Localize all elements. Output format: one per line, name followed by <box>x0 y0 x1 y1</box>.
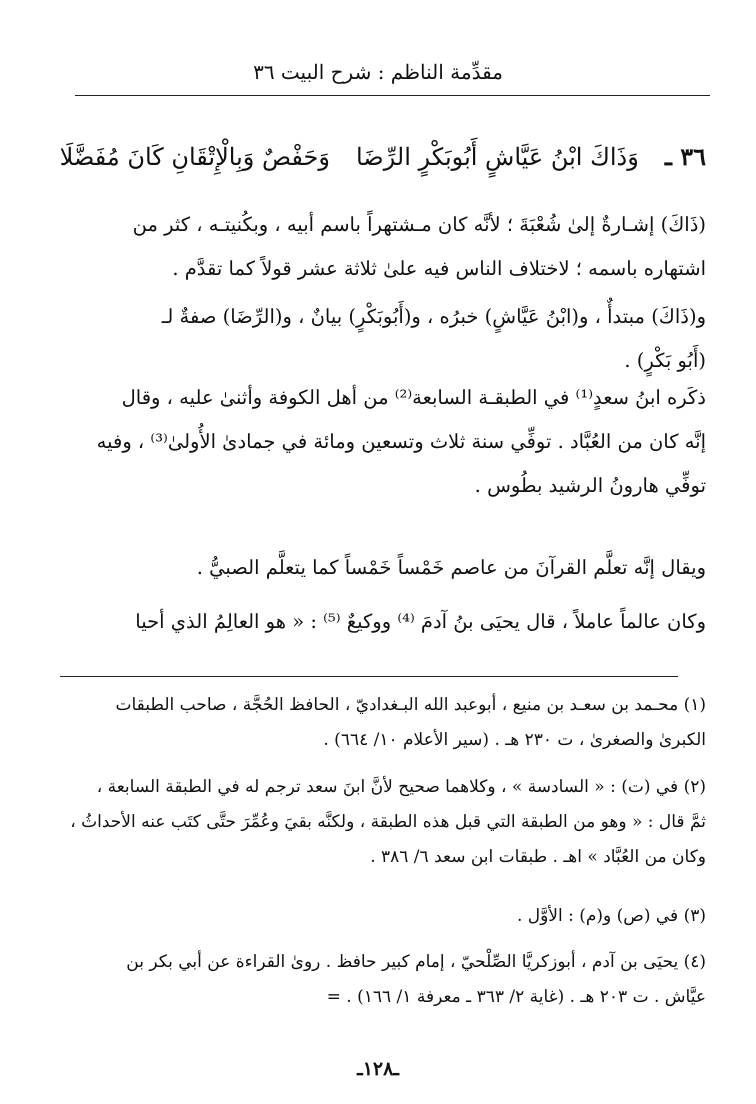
footnote <box>66 770 706 875</box>
paragraph-line: ذكَره ابنُ سعدٍ⁽¹⁾ في الطبقـة السابعة⁽²⁾ من أهل الكوفة وأثنىٰ عليه ، وقال <box>121 386 706 409</box>
footnote-divider <box>60 676 678 677</box>
footnote-line: عيَّاش . ت ٢٠٣ هـ . (غاية ٢/ ٣٦٣ ـ معرفة ١/ ١٦٦) . = <box>326 987 706 1007</box>
paragraph-line: (أَبُو بَكْرٍ) . <box>624 349 706 372</box>
paragraph <box>66 546 706 590</box>
header-divider <box>75 95 710 96</box>
paragraph <box>66 376 706 508</box>
paragraph-line: وكان عالماً عاملاً ، قال يحيَى بنُ آدمَ ⁽⁴⁾ ووكيعٌ ⁽⁵⁾ : « هو العالِمُ الذي أحيا <box>135 610 706 633</box>
footnote-line: ثمَّ قال : « وهو من الطبقة التي قبل هذه الطبقة ، ولكنَّه بقيَ وعُمِّرَ حتَّى كتَب عنه الأحداثُ ، <box>70 812 706 832</box>
footnote-line: (٢) في (ت) : « السادسة » ، وكلاهما صحيح لأنَّ ابنَ سعد ترجم له في الطبقة السابعة ، <box>96 777 706 797</box>
paragraph-line: و(ذَاكَ) مبتدأٌ ، و(ابْنُ عَيَّاشٍ) خبرُه ، و(أَبُوبَكْرٍ) بيانٌ ، و(الرِّضَا) صفةٌ لـ <box>161 305 706 328</box>
verse-second-hemistich: وَحَفْصٌ وَبِالْإِتْقَانِ كَانَ مُفَضَّلَا <box>59 143 330 171</box>
verse-number: ٣٦ ـ <box>664 142 706 171</box>
footnote <box>66 688 706 758</box>
paragraph-line: (ذَاكَ) إشـارةٌ إلىٰ شُعْبَةَ ؛ لأنَّه كان مـشتهراً باسم أبيه ، وبكُنيتـه ، كثر من <box>132 213 706 236</box>
footnote-line: (٣) في (ص) و(م) : الأوَّل . <box>516 906 706 926</box>
footnote-line: وكان من العُبَّاد » اهـ . طبقات ابن سعد ٦/ ٣٨٦ . <box>370 847 706 867</box>
page-number: ـ١٢٨ـ <box>357 1058 399 1080</box>
paragraph-line: اشتهاره باسمه ؛ لاختلاف الناس فيه علىٰ ثلاثة عشر قولاً كما تقدَّم . <box>172 257 706 280</box>
running-header: مقدِّمة الناظم : شرح البيت ٣٦ <box>253 60 503 84</box>
verse-line <box>59 138 706 176</box>
paragraph <box>66 295 706 383</box>
footnote <box>66 899 706 934</box>
paragraph-line: توفِّي هارونُ الرشيد بطُوس . <box>474 474 706 497</box>
footnote-line: (١) محـمد بن سعـد بن منيع ، أبوعبد الله البـغداديّ ، الحافظ الحُجَّة ، صاحب الطبقات <box>115 695 706 715</box>
paragraph <box>66 600 706 644</box>
paragraph-line: إنَّه كان من العُبَّاد . توفِّي سنة ثلاث وتسعين ومائة في جمادىٰ الأُولىٰ⁽³⁾ ، وفيه <box>96 430 706 453</box>
footnote-line: (٤) يحيَى بن آدم ، أبوزكريَّا الصِّلْحيّ ، إمام كبير حافظ . روىٰ القراءة عن أبي بكر بن <box>126 952 706 972</box>
paragraph <box>66 203 706 291</box>
footnote-line: الكبرىٰ والصغرىٰ ، ت ٢٣٠ هـ . (سير الأعلام ١٠/ ٦٦٤) . <box>323 730 706 750</box>
footnote <box>66 945 706 1015</box>
verse-first-hemistich: وَذَاكَ ابْنُ عَيَّاشٍ أَبُوبَكْرٍ الرِّضَا <box>355 143 639 171</box>
paragraph-line: ويقال إنَّه تعلَّم القرآنَ من عاصم خَمْساً خَمْساً كما يتعلَّم الصبيُّ . <box>196 556 706 579</box>
